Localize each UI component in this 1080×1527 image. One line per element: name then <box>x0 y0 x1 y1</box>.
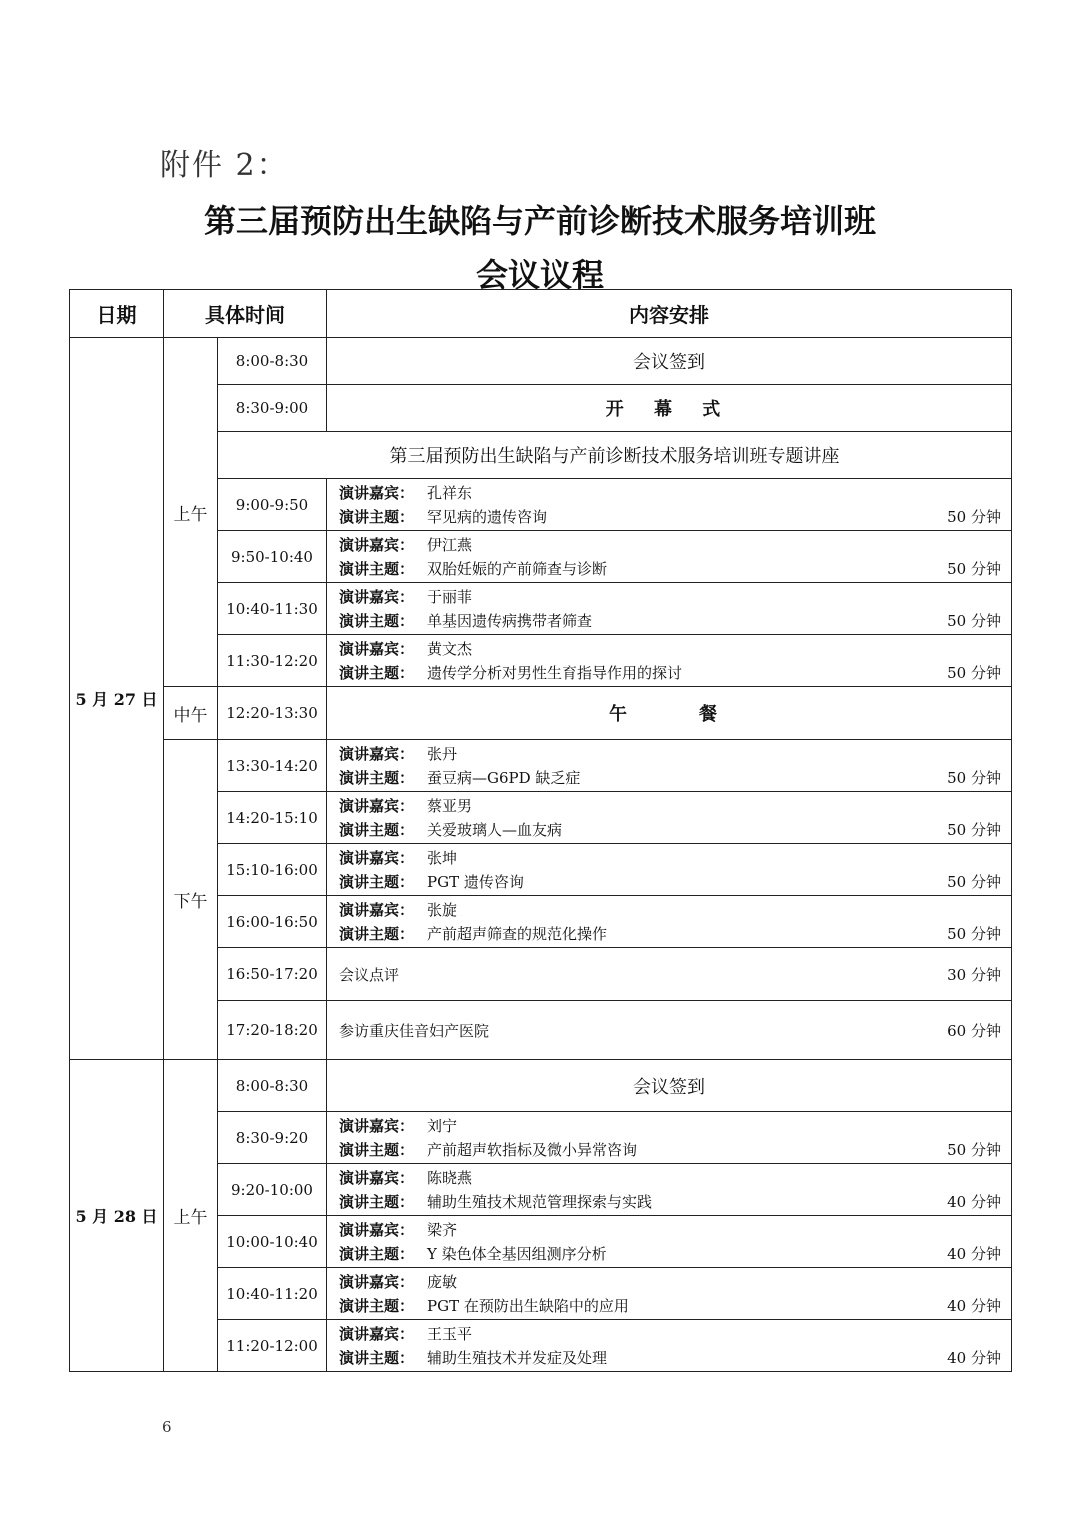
agenda-table <box>69 289 1012 1372</box>
topic-text: 产前超声筛查的规范化操作 <box>427 925 608 943</box>
speaker-name: 张旋 <box>427 901 458 919</box>
time-cell: 8:30-9:20 <box>218 1112 327 1164</box>
time-cell: 13:30-14:20 <box>218 740 327 792</box>
speaker-name: 王玉平 <box>427 1325 473 1343</box>
content-cell <box>327 531 1012 583</box>
time-cell: 9:00-9:50 <box>218 479 327 531</box>
speaker-name: 蔡亚男 <box>427 797 473 815</box>
topic-label: 演讲主题： <box>339 821 415 839</box>
time-cell: 10:00-10:40 <box>218 1216 327 1268</box>
content-cell <box>327 1268 1012 1320</box>
table-row <box>70 338 1012 385</box>
speaker-label: 演讲嘉宾： <box>339 1169 415 1187</box>
speaker-name: 张丹 <box>427 745 458 763</box>
header-time: 具体时间 <box>164 290 327 338</box>
attachment-label: 附件 2： <box>160 148 289 183</box>
duration: 40 分钟 <box>947 1349 1001 1367</box>
topic-text: 双胎妊娠的产前筛查与诊断 <box>427 560 608 578</box>
speaker-name: 黄文杰 <box>427 640 473 658</box>
content-cell <box>327 896 1012 948</box>
topic-text: PGT 在预防出生缺陷中的应用 <box>427 1297 629 1315</box>
content-cell <box>327 948 1012 1001</box>
topic-text: Y 染色体全基因组测序分析 <box>427 1245 607 1263</box>
date-cell: 5 月 27 日 <box>70 338 164 1060</box>
speaker-label: 演讲嘉宾： <box>339 1221 415 1239</box>
content-cell <box>327 740 1012 792</box>
topic-text: 蚕豆病—G6PD 缺乏症 <box>427 769 581 787</box>
time-cell: 9:50-10:40 <box>218 531 327 583</box>
content-cell: 开 幕 式 <box>327 385 1012 432</box>
time-cell: 12:20-13:30 <box>218 687 327 740</box>
time-cell: 8:00-8:30 <box>218 338 327 385</box>
duration: 30 分钟 <box>947 965 1001 984</box>
topic-label: 演讲主题： <box>339 925 415 943</box>
speaker-label: 演讲嘉宾： <box>339 849 415 867</box>
speaker-name: 伊江燕 <box>427 536 473 554</box>
period-cell: 上午 <box>164 1060 218 1372</box>
header-content: 内容安排 <box>327 290 1012 338</box>
topic-text: 罕见病的遗传咨询 <box>427 508 548 526</box>
topic-label: 演讲主题： <box>339 1245 415 1263</box>
table-row <box>70 740 1012 792</box>
period-cell: 上午 <box>164 338 218 687</box>
speaker-label: 演讲嘉宾： <box>339 1273 415 1291</box>
duration: 40 分钟 <box>947 1245 1001 1263</box>
speaker-label: 演讲嘉宾： <box>339 1325 415 1343</box>
table-row <box>70 687 1012 740</box>
speaker-label: 演讲嘉宾： <box>339 640 415 658</box>
content-cell <box>327 1216 1012 1268</box>
topic-label: 演讲主题： <box>339 612 415 630</box>
time-cell: 16:00-16:50 <box>218 896 327 948</box>
speaker-name: 孔祥东 <box>427 484 473 502</box>
duration: 50 分钟 <box>947 873 1001 891</box>
speaker-label: 演讲嘉宾： <box>339 536 415 554</box>
content-cell: 会议签到 <box>327 1060 1012 1112</box>
topic-text: 辅助生殖技术规范管理探索与实践 <box>427 1193 653 1211</box>
duration: 50 分钟 <box>947 1141 1001 1159</box>
content-cell <box>327 635 1012 687</box>
topic-text: 辅助生殖技术并发症及处理 <box>427 1349 608 1367</box>
duration: 50 分钟 <box>947 925 1001 943</box>
duration: 50 分钟 <box>947 821 1001 839</box>
duration: 50 分钟 <box>947 769 1001 787</box>
time-cell: 16:50-17:20 <box>218 948 327 1001</box>
topic-label: 演讲主题： <box>339 560 415 578</box>
table-header-row <box>70 290 1012 338</box>
period-cell: 中午 <box>164 687 218 740</box>
document-subtitle: 会议议程 <box>475 256 604 294</box>
topic-text: 单基因遗传病携带者筛查 <box>427 612 593 630</box>
content-cell <box>327 792 1012 844</box>
speaker-name: 于丽菲 <box>427 588 473 606</box>
time-cell: 15:10-16:00 <box>218 844 327 896</box>
topic-label: 演讲主题： <box>339 664 415 682</box>
lecture-series-heading: 第三届预防出生缺陷与产前诊断技术服务培训班专题讲座 <box>218 432 1012 479</box>
time-cell: 8:00-8:30 <box>218 1060 327 1112</box>
content-cell <box>327 1320 1012 1372</box>
time-cell: 14:20-15:10 <box>218 792 327 844</box>
topic-label: 演讲主题： <box>339 1193 415 1211</box>
content-cell <box>327 479 1012 531</box>
page-number: 6 <box>162 1418 172 1436</box>
time-cell: 17:20-18:20 <box>218 1001 327 1060</box>
duration: 50 分钟 <box>947 560 1001 578</box>
speaker-label: 演讲嘉宾： <box>339 484 415 502</box>
time-cell: 10:40-11:30 <box>218 583 327 635</box>
content-cell <box>327 1112 1012 1164</box>
duration: 50 分钟 <box>947 508 1001 526</box>
header-date: 日期 <box>70 290 164 338</box>
duration: 60 分钟 <box>947 1021 1001 1040</box>
period-cell: 下午 <box>164 740 218 1060</box>
speaker-name: 陈晓燕 <box>427 1169 473 1187</box>
topic-label: 演讲主题： <box>339 873 415 891</box>
speaker-label: 演讲嘉宾： <box>339 901 415 919</box>
topic-text: 关爱玻璃人—血友病 <box>427 821 563 839</box>
topic-label: 演讲主题： <box>339 1141 415 1159</box>
content-cell: 午 餐 <box>327 687 1012 740</box>
speaker-name: 刘宁 <box>427 1117 458 1135</box>
content-cell <box>327 1164 1012 1216</box>
time-cell: 9:20-10:00 <box>218 1164 327 1216</box>
speaker-name: 庞敏 <box>427 1273 458 1291</box>
content-cell <box>327 1001 1012 1060</box>
content-cell <box>327 844 1012 896</box>
topic-label: 演讲主题： <box>339 769 415 787</box>
table-row <box>70 1060 1012 1112</box>
duration: 50 分钟 <box>947 612 1001 630</box>
duration: 40 分钟 <box>947 1297 1001 1315</box>
date-cell: 5 月 28 日 <box>70 1060 164 1372</box>
time-cell: 8:30-9:00 <box>218 385 327 432</box>
topic-text: 遗传学分析对男性生育指导作用的探讨 <box>427 664 683 682</box>
speaker-name: 张坤 <box>427 849 458 867</box>
time-cell: 10:40-11:20 <box>218 1268 327 1320</box>
speaker-label: 演讲嘉宾： <box>339 588 415 606</box>
item-text: 会议点评 <box>339 965 400 984</box>
duration: 40 分钟 <box>947 1193 1001 1211</box>
time-cell: 11:30-12:20 <box>218 635 327 687</box>
content-cell: 会议签到 <box>327 338 1012 385</box>
speaker-label: 演讲嘉宾： <box>339 1117 415 1135</box>
speaker-name: 梁齐 <box>427 1221 458 1239</box>
topic-label: 演讲主题： <box>339 1297 415 1315</box>
document-title: 第三届预防出生缺陷与产前诊断技术服务培训班 <box>203 202 876 240</box>
item-text: 参访重庆佳音妇产医院 <box>339 1021 490 1040</box>
speaker-label: 演讲嘉宾： <box>339 797 415 815</box>
time-cell: 11:20-12:00 <box>218 1320 327 1372</box>
duration: 50 分钟 <box>947 664 1001 682</box>
topic-label: 演讲主题： <box>339 1349 415 1367</box>
content-cell <box>327 583 1012 635</box>
speaker-label: 演讲嘉宾： <box>339 745 415 763</box>
topic-text: 产前超声软指标及微小异常咨询 <box>427 1141 638 1159</box>
topic-text: PGT 遗传咨询 <box>427 873 524 891</box>
topic-label: 演讲主题： <box>339 508 415 526</box>
